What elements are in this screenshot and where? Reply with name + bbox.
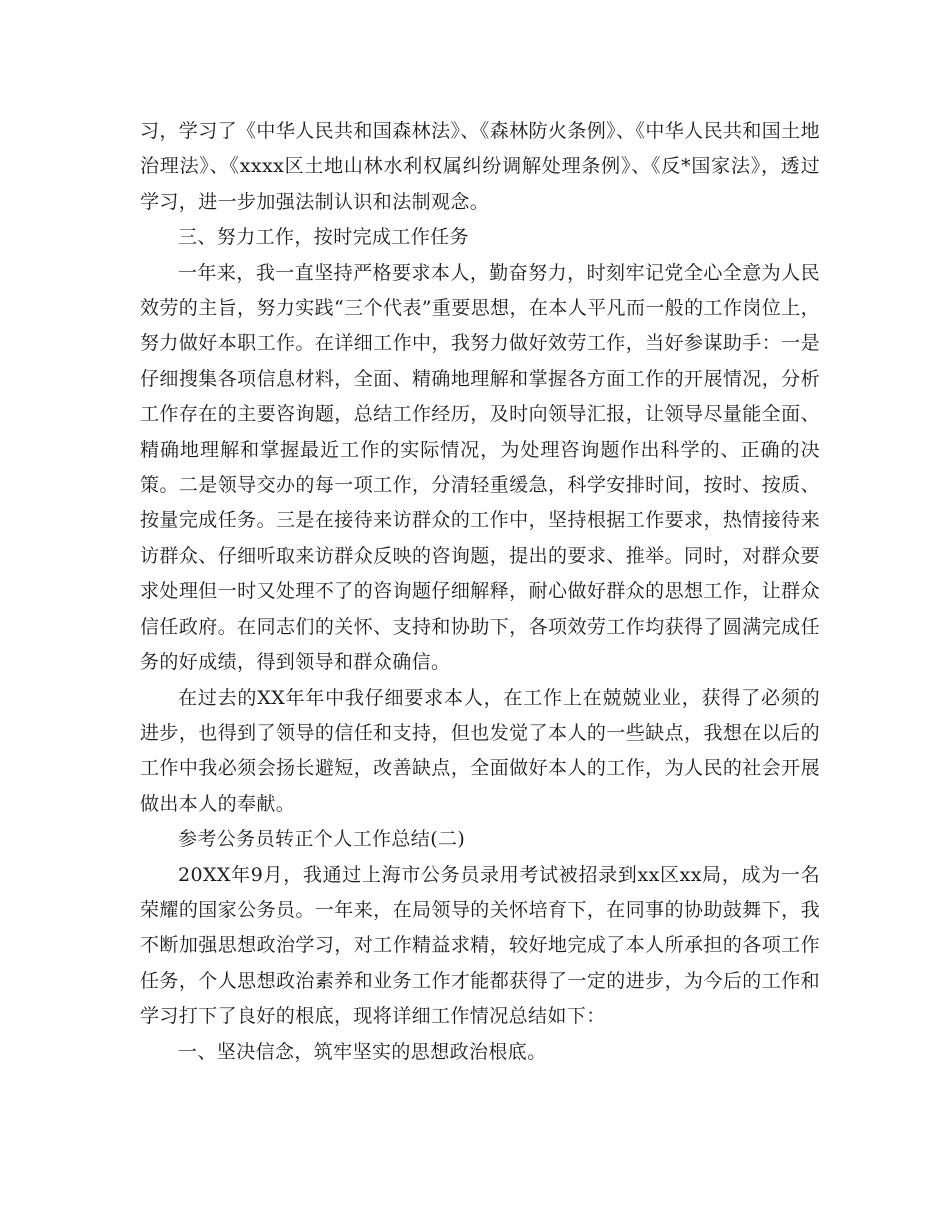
paragraph-law-study: 习，学习了《中华人民共和国森林法》、《森林防火条例》、《中华人民共和国土地治理法》、《xxxx区土地山林水利权属纠纷调解处理条例》、《反*国家法》，透过学习，进一步加强法制认识和法制观念。: [140, 120, 820, 213]
document-body: [140, 114, 820, 1070]
section-heading-belief: 一、坚决信念，筑牢坚实的思想政治根底。: [178, 1040, 547, 1063]
section-heading-work: 三、努力工作，按时完成工作任务: [178, 226, 470, 249]
paragraph-intro-two: 20XX年9月，我通过上海市公务员录用考试被招录到xx区xx局，成为一名荣耀的国家公务员。一年来，在局领导的关怀培育下，在同事的协助鼓舞下，我不断加强思想政治学习，对工作精益求精，较好地完成了本人所承担的各项工作任务，个人思想政治素养和业务工作才能都获得了一定的进步，为今后的工作和学习打下了良好的根底，现将详细工作情况总结如下：: [140, 863, 820, 1028]
document-subtitle: 参考公务员转正个人工作总结(二): [178, 828, 466, 851]
paragraph-summary: 在过去的XX年年中我仔细要求本人，在工作上在兢兢业业，获得了必须的进步，也得到了领导的信任和支持，但也发觉了本人的一些缺点，我想在以后的工作中我必须会扬长避短，改善缺点，全面做好本人的工作，为人民的社会开展做出本人的奉献。: [140, 686, 820, 815]
paragraph-work-details: 一年来，我一直坚持严格要求本人，勤奋努力，时刻牢记党全心全意为人民效劳的主旨，努力实践“三个代表”重要思想，在本人平凡而一般的工作岗位上，努力做好本职工作。在详细工作中，我努力做好效劳工作，当好参谋助手：一是仔细搜集各项信息材料，全面、精确地理解和掌握各方面工作的开展情况，分析工作存在的主要咨询题，总结工作经历，及时向领导汇报，让领导尽量能全面、精确地理解和掌握最近工作的实际情况，为处理咨询题作出科学的、正确的决策。二是领导交办的每一项工作，分清轻重缓急，科学安排时间，按时、按质、按量完成任务。三是在接待来访群众的工作中，坚持根据工作要求，热情接待来访群众、仔细听取来访群众反映的咨询题，提出的要求、推举。同时，对群众要求处理但一时又处理不了的咨询题仔细解释，耐心做好群众的思想工作，让群众信任政府。在同志们的关怀、支持和协助下，各项效劳工作均获得了圆满完成任务的好成绩，得到领导和群众确信。: [140, 261, 820, 674]
